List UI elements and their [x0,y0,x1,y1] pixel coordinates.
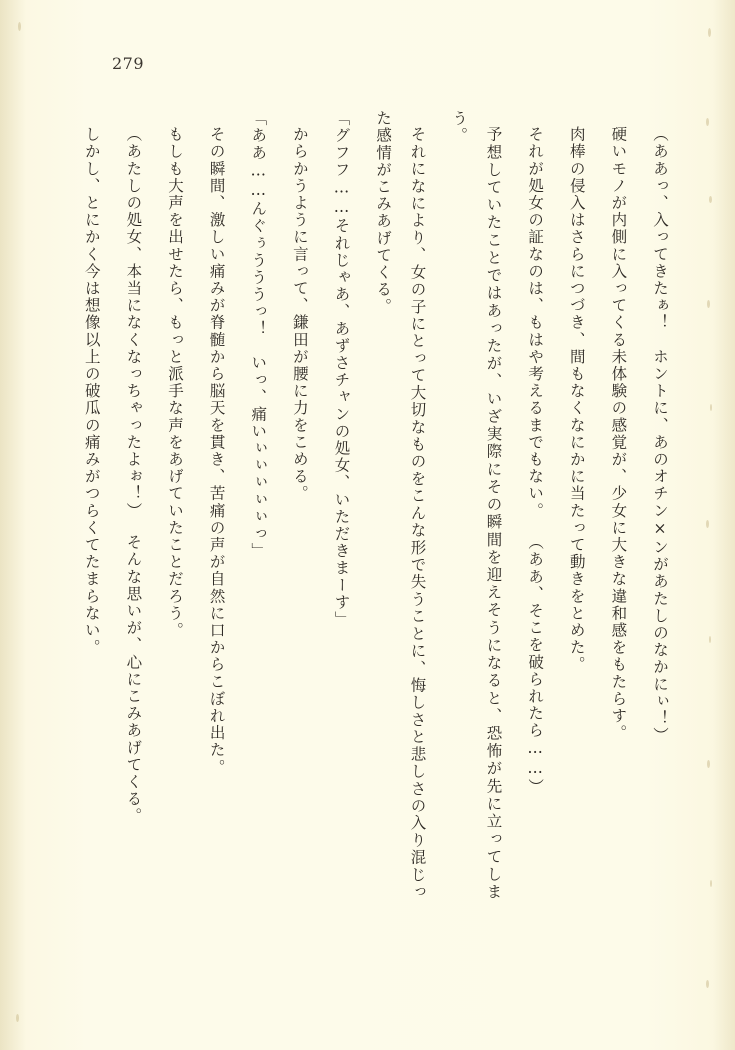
paper-speckle [709,636,711,643]
page-number: 279 [112,54,145,73]
paragraph: （あたしの処女、本当になくなっちゃったよぉ！） [124,125,143,519]
paragraph: 「ああ……んぐぅうううっ！ いっ、痛いぃぃぃぃぃっ」 [249,110,268,560]
paper-speckle [706,980,709,988]
paragraph: 「グフフ……それじゃあ、あずさチャンの処女、いただきまーす」 [332,110,351,628]
paper-speckle [16,1014,19,1022]
paragraph: 予想していたことではあったが、いざ実際にその瞬間を迎えそうになると、恐怖が先に立ってしまう。 [450,110,503,900]
paper-speckle [708,28,711,37]
paper-speckle [18,22,21,31]
paragraph: そんな思いが、心にこみあげてくる。 [124,534,143,826]
paragraph: （ああ、そこを破られたら……） [526,534,545,796]
paper-speckle [710,880,712,887]
paper-speckle [707,300,710,308]
paragraph: それになにより、女の子にとって大切なものをこんな形で失うことに、悔しさと悲しさの入り混じった感情がこみあげてくる。 [374,110,427,900]
paragraph: もしも大声を出せたら、もっと派手な声をあげていたことだろう。 [165,125,184,639]
paragraph: 硬いモノが内側に入ってくる未体験の感覚が、少女に大きな違和感をもたらす。 [609,125,628,742]
paper-speckle [710,404,712,411]
paragraph: それが処女の証なのは、もはや考えるまでもない。 [526,125,545,519]
paragraph: からかうように言って、鎌田が腰に力をこめる。 [290,125,309,502]
paragraph: 肉棒の侵入はさらにつづき、間もなくなにかに当たって動きをとめた。 [567,125,586,673]
body-text [67,110,677,900]
paragraph: その瞬間、激しい痛みが脊髄から脳天を貫き、苦痛の声が自然に口からこぼれ出た。 [207,125,226,776]
paper-speckle [706,520,709,528]
paragraph: （ああっ、入ってきたぁ！ ホントに、あのオチン×ンがあたしのなかにぃ！） [651,125,669,744]
paper-speckle [707,760,710,768]
paper-speckle [706,118,709,126]
paragraph: しかし、とにかく今は想像以上の破瓜の痛みがつらくてたまらない。 [82,125,101,656]
paper-speckle [709,196,712,203]
